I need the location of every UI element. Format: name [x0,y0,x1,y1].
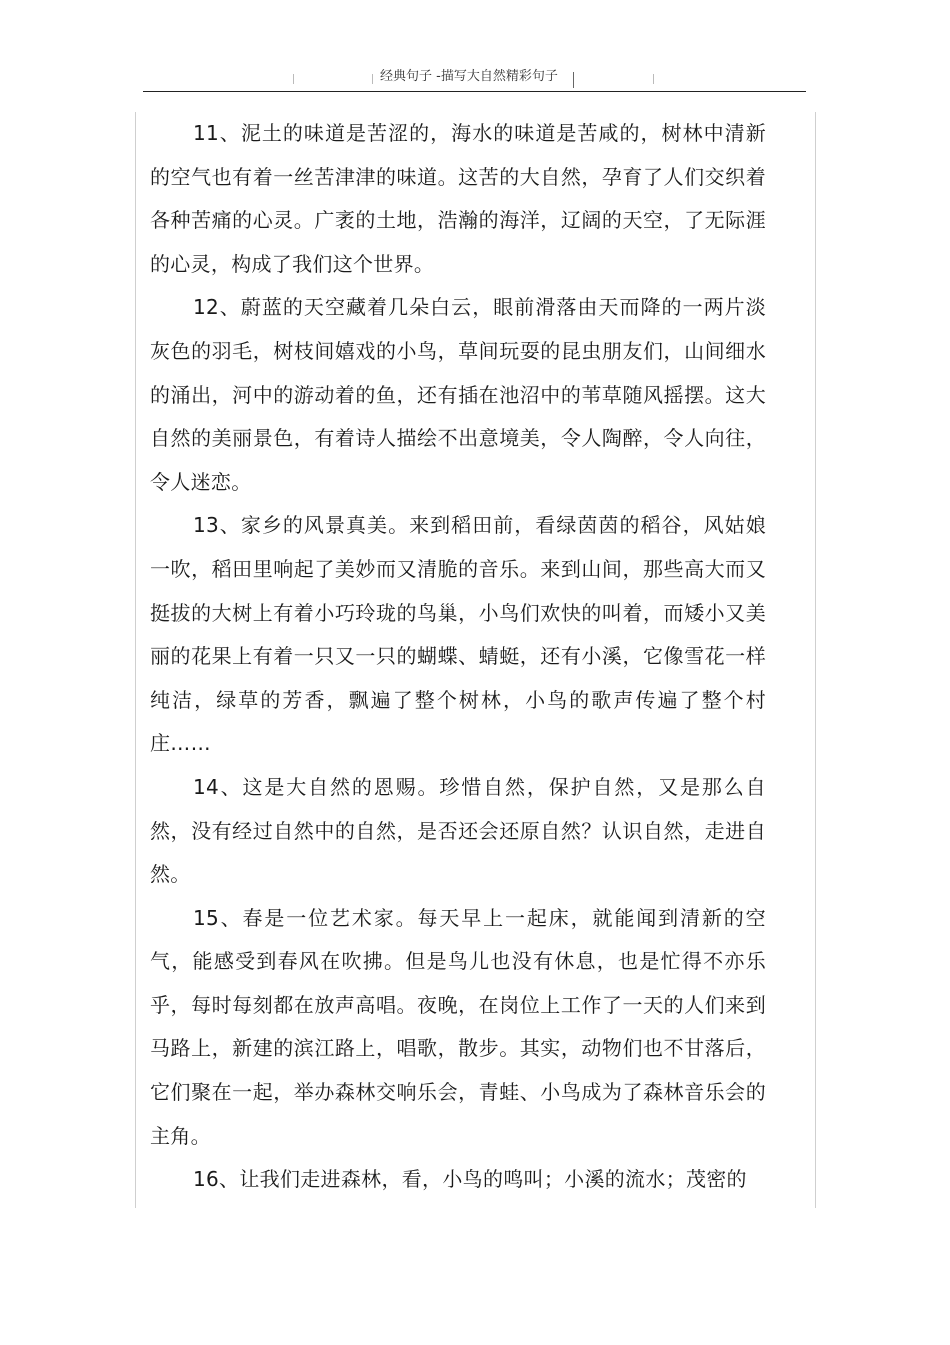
header-tick-mark [372,74,373,84]
left-margin-line [135,112,136,1208]
header-title: 经典句子 -描写大自然精彩句子 [380,69,558,84]
paragraph-11: 11、泥土的味道是苦涩的，海水的味道是苦咸的，树林中清新的空气也有着一丝苦津津的味道。这苦的大自然，孕育了人们交织着各种苦痛的心灵。广袤的土地，浩瀚的海洋，辽阔的天空，了无际涯的心灵，构成了我们这个世界。 [150,121,766,276]
paragraph-12: 12、蔚蓝的天空藏着几朵白云，眼前滑落由天而降的一两片淡灰色的羽毛，树枝间嬉戏的小鸟，草间玩耍的昆虫朋友们，山间细水的涌出，河中的游动着的鱼，还有插在池沼中的苇草随风摇摆。这大自然的美丽景色，有着诗人描绘不出意境美，令人陶醉，令人向往，令人迷恋。 [150,295,766,494]
header-divider [143,91,806,92]
header-tick-mark [293,74,294,84]
paragraph-14: 14、这是大自然的恩赐。珍惜自然，保护自然，又是那么自然，没有经过自然中的自然，是否还会还原自然？认识自然，走进自然。 [150,774,766,887]
paragraph-15: 15、春是一位艺术家。每天早上一起床，就能闻到清新的空气，能感受到春风在吹拂。但是鸟儿也没有休息，也是忙得不亦乐乎，每时每刻都在放声高唱。夜晚，在岗位上工作了一天的人们来到马路上，新建的滨江路上，唱歌，散步。其实，动物们也不甘落后，它们聚在一起，举办森林交响乐会，青蛙、小鸟成为了森林音乐会的主角。 [150,905,766,1148]
header-cursor-mark [573,72,574,88]
document-body [150,112,766,1202]
paragraph-16: 16、让我们走进森林，看，小鸟的鸣叫；小溪的流水；茂密的 [193,1167,747,1192]
header-tick-mark [653,74,654,84]
paragraph-13: 13、家乡的风景真美。来到稻田前，看绿茵茵的稻谷，风姑娘一吹，稻田里响起了美妙而又清脆的音乐。来到山间，那些高大而又挺拔的大树上有着小巧玲珑的鸟巢，小鸟们欢快的叫着，而矮小又美丽的花果上有着一只又一只的蝴蝶、蜻蜓，还有小溪，它像雪花一样纯洁，绿草的芳香，飘遍了整个树林，小鸟的歌声传遍了整个村庄…… [150,513,766,756]
right-margin-line [815,112,816,1208]
page-header [0,68,950,90]
